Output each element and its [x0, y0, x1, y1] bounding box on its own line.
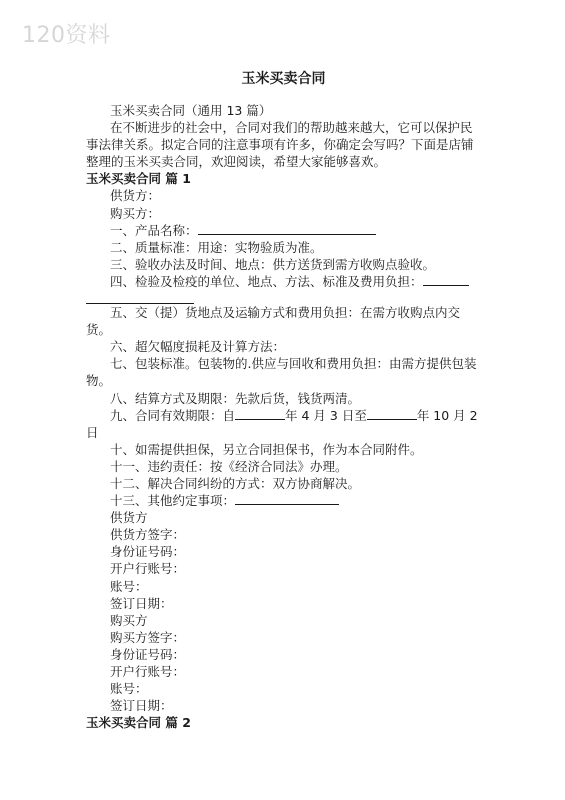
sign-supplier-signature: 供货方签字： [110, 527, 186, 543]
clause-12: 十二、解决合同纠纷的方式：双方协商解决。 [110, 475, 361, 491]
product-name-blank [198, 222, 376, 235]
sign-supplier-id: 身份证号码： [110, 544, 186, 560]
sign-supplier-bank: 开户行账号： [110, 561, 186, 577]
inspection-blank [423, 273, 469, 286]
clause-4 [86, 273, 481, 290]
clause-9-mid: 年 4 月 3 日至 [285, 407, 367, 423]
buyer-line: 购买方： [110, 205, 161, 221]
inspection-blank-continued [86, 290, 194, 304]
clause-7: 七、包装标准。包装物的.供应与回收和费用负担：由需方提供包装物。 [86, 356, 477, 389]
sign-buyer-account: 账号： [110, 681, 148, 697]
sign-buyer-bank: 开户行账号： [110, 664, 186, 679]
start-year-blank [235, 407, 285, 420]
sign-supplier-date: 签订日期： [110, 595, 173, 611]
sign-buyer-signature: 购买方签字： [110, 629, 186, 645]
watermark: 120资料 [22, 23, 111, 48]
end-year-blank [367, 407, 417, 420]
clause-5: 五、交（提）货地点及运输方式和费用负担：在需方收购点内交货。 [86, 305, 461, 338]
clause-11: 十一、违约责任：按《经济合同法》办理。 [110, 458, 348, 474]
other-terms-blank [235, 492, 339, 505]
clause-1-text: 一、产品名称： [110, 222, 198, 238]
document-title: 玉米买卖合同 [241, 71, 326, 87]
sign-buyer-date: 签订日期： [110, 698, 173, 714]
clause-9-prefix: 九、合同有效期限：自 [110, 407, 236, 423]
clause-2: 二、质量标准：用途：实物验质为准。 [110, 239, 323, 255]
clause-4-text: 四、检验及检疫的单位、地点、方法、标准及费用负担： [110, 273, 423, 289]
clause-1 [86, 222, 481, 239]
sign-supplier-account: 账号： [110, 578, 148, 594]
intro-paragraph: 在不断进步的社会中，合同对我们的帮助越来越大，它可以保护民事法律关系。拟定合同的注意事项有许多，你确定会写吗？下面是店铺整理的玉米买卖合同，欢迎阅读，希望大家能够喜欢。 [86, 120, 474, 170]
clause-6: 六、超欠幅度损耗及计算方法： [110, 339, 286, 355]
document-body [86, 102, 481, 731]
clause-13-text: 十三、其他约定事项： [110, 493, 236, 509]
supplier-line: 供货方： [110, 188, 161, 204]
clause-13 [86, 492, 481, 509]
sign-buyer: 购买方 [110, 612, 148, 628]
subtitle: 玉米买卖合同（通用 13 篇） [110, 103, 272, 118]
sign-supplier: 供货方 [110, 510, 148, 526]
section-heading-1: 玉米买卖合同 篇 1 [86, 171, 191, 187]
section-heading-2: 玉米买卖合同 篇 2 [86, 715, 191, 731]
clause-10: 十、如需提供担保，另立合同担保书，作为本合同附件。 [110, 441, 423, 457]
clause-9-suffix: 年 10 月 2 日 [86, 407, 478, 440]
clause-9 [86, 407, 481, 441]
sign-buyer-id: 身份证号码： [110, 646, 186, 662]
clause-8: 八、结算方式及期限：先款后货，钱货两清。 [110, 390, 361, 406]
clause-3: 三、验收办法及时间、地点：供方送货到需方收购点验收。 [110, 256, 436, 272]
